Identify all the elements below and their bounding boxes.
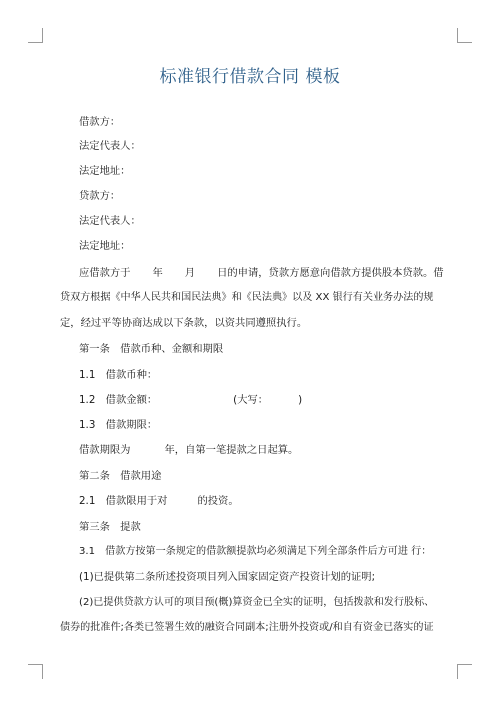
article-3-item-1: 3.1 借款方按第一条规定的借款额提款均必须满足下列全部条件后方可进 行： bbox=[79, 546, 432, 557]
article-1-heading: 第一条 借款币种、金额和期限 bbox=[79, 343, 224, 355]
loan-amount-label: 1.2 借款金额： bbox=[79, 394, 158, 406]
condition-1: (1)已提供第二条所述投资项目列入国家固定资产投资计划的证明; bbox=[79, 571, 376, 583]
condition-2-line-1: (2)已提供贷款方认可的项目预(概)算资金已全实的证明，包括拨款和发行股标、 bbox=[79, 597, 435, 608]
loan-term-text-1: 借款期限为 bbox=[79, 444, 131, 456]
intro-line-1 bbox=[79, 266, 444, 280]
intro-text-1: 应借款方于 bbox=[79, 267, 131, 279]
intro-text-4: 日的申请，贷款方愿意向借款方提供股本贷款。借 bbox=[217, 267, 444, 279]
borrower-address-field: 法定地址： bbox=[79, 165, 131, 177]
article-3-heading: 第三条 提款 bbox=[79, 521, 141, 533]
loan-amount-caps: (大写： bbox=[233, 394, 269, 406]
loan-amount-close: ) bbox=[298, 394, 303, 406]
loan-term-text-2: 年，自第一笔提款之日起算。 bbox=[164, 444, 299, 456]
intro-month: 月 bbox=[184, 267, 196, 279]
loan-term-line bbox=[79, 443, 439, 457]
lender-field: 贷款方： bbox=[79, 190, 121, 202]
borrower-field: 借款方： bbox=[79, 116, 121, 128]
intro-year: 年 bbox=[152, 267, 163, 279]
borrower-representative-field: 法定代表人： bbox=[79, 140, 141, 152]
usage-text-2: 的投资。 bbox=[197, 495, 239, 507]
crop-mark-bottom-left bbox=[28, 664, 43, 679]
lender-address-field: 法定地址： bbox=[79, 240, 131, 252]
article-2-heading: 第二条 借款用途 bbox=[79, 470, 162, 482]
article-1-item-1: 1.1 借款币种： bbox=[79, 369, 158, 381]
intro-line-3: 定，经过平等协商达成以下条款，以资共同遵照执行。 bbox=[60, 317, 308, 329]
article-2-item-1 bbox=[79, 494, 439, 508]
usage-text-1: 2.1 借款限用于对 bbox=[79, 495, 168, 507]
crop-mark-top-right bbox=[457, 28, 472, 43]
intro-line-2: 贷双方根据《中华人民共和国民法典》和《民法典》以及 XX 银行有关业务办法的规 bbox=[60, 292, 434, 303]
crop-mark-bottom-right bbox=[457, 664, 472, 679]
document-title: 标准银行借款合同 模板 bbox=[159, 67, 341, 87]
article-1-item-2 bbox=[79, 393, 439, 407]
article-1-item-3: 1.3 借款期限： bbox=[79, 419, 158, 431]
condition-2-line-2: 债券的批准件;各类已签署生效的融资合同副本;注册外投资或/和自有资金已落实的证 bbox=[60, 622, 434, 633]
crop-mark-top-left bbox=[28, 28, 43, 43]
lender-representative-field: 法定代表人： bbox=[79, 215, 141, 227]
